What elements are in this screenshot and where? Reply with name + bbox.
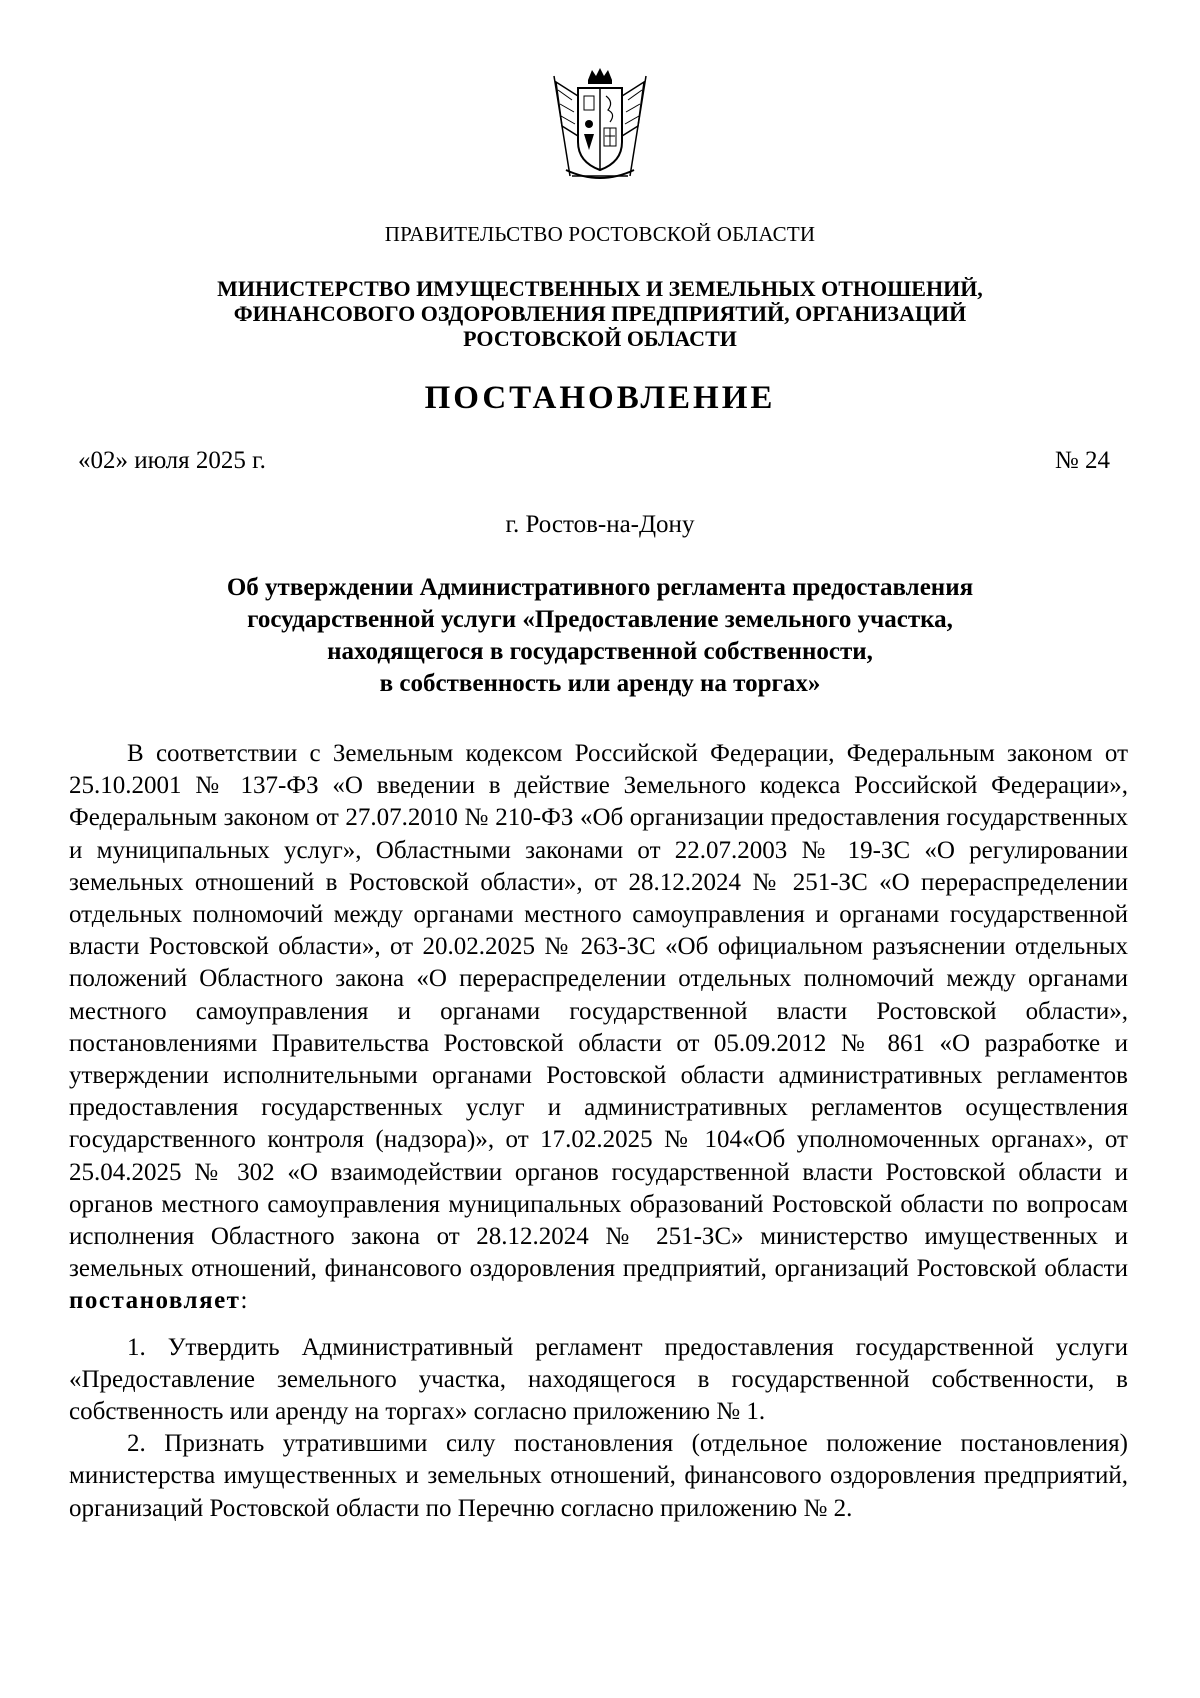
government-name: ПРАВИТЕЛЬСТВО РОСТОВСКОЙ ОБЛАСТИ <box>384 222 816 246</box>
coat-of-arms-icon <box>548 66 652 186</box>
preamble-text: В соответствии с Земельным кодексом Российской Федерации, Федеральным законом от 25.10.2001 № 137-ФЗ «О введении в действие Земельного кодекса Российской Федерации», Федеральным законом от 27.07.2010 № 210-ФЗ «Об организации предоставления государственных и муниципальных услуг», Областными законами от 22.07.2003 № 19-ЗС «О регулировании земельных отношений в Ростовской области», от 28.12.2024 № 251-ЗС «О перераспределении отдельных полномочий между органами местного самоуправления и органами государственной власти Ростовской области», от 20.02.2025 № 263-ЗС «Об официальном разъяснении отдельных положений Областного закона «О перераспределении отдельных полномочий между органами местного самоуправления и органами государственной власти Ростовской области», постановлениями Правительства Ростовской области от 05.09.2012 № 861 «О разработке и утверждении исполнительными органами Ростовской области административных регламентов предоставления государственных услуг и административных регламентов осуществления государственного контроля (надзора)», от 17.02.2025 № 104«Об уполномоченных органах», от 25.04.2025 № 302 «О взаимодействии органов государственной власти Ростовской области и органов местного самоуправления муниципальных образований Ростовской области по вопросам исполнения Областного закона от 28.12.2024 № 251-ЗС» министерство имущественных и земельных отношений, финансового оздоровления предприятий, организаций Ростовской области <box>69 740 1128 1283</box>
document-title <box>0 572 1200 700</box>
preamble-colon: : <box>240 1287 248 1315</box>
document-number: № 24 <box>1054 447 1110 474</box>
document-city: г. Ростов-на-Дону <box>505 511 695 538</box>
resolution-item: 1. Утвердить Административный регламент предоставления государственной услуги «Предоставление земельного участка, находящегося в государственной собственности, в собственность или аренду на торгах» согласно приложению № 1. <box>69 1333 1128 1426</box>
ministry-name <box>0 276 1200 351</box>
resolution-item: 2. Признать утратившими силу постановления (отдельное положение постановления) министерства имущественных и земельных отношений, финансового оздоровления предприятий, организаций Ростовской области по Перечню согласно приложению № 2. <box>69 1430 1128 1522</box>
document-date: «02» июля 2025 г. <box>78 447 266 474</box>
document-body <box>69 738 1128 1525</box>
title-line: в собственность или аренду на торгах» <box>379 670 821 697</box>
title-line: государственной услуги «Предоставление земельного участка, <box>247 606 953 633</box>
ministry-line: МИНИСТЕРСТВО ИМУЩЕСТВЕННЫХ И ЗЕМЕЛЬНЫХ ОТНОШЕНИЙ, <box>217 276 983 301</box>
title-line: Об утверждении Административного регламента предоставления <box>226 574 974 601</box>
preamble-paragraph <box>69 738 1128 1318</box>
ministry-line: ФИНАНСОВОГО ОЗДОРОВЛЕНИЯ ПРЕДПРИЯТИЙ, ОРГАНИЗАЦИЙ <box>233 301 967 326</box>
title-line: находящегося в государственной собственности, <box>327 638 873 665</box>
resolves-word: постановляет <box>69 1287 241 1315</box>
ministry-line: РОСТОВСКОЙ ОБЛАСТИ <box>463 326 737 351</box>
document-type: ПОСТАНОВЛЕНИЕ <box>424 380 776 416</box>
